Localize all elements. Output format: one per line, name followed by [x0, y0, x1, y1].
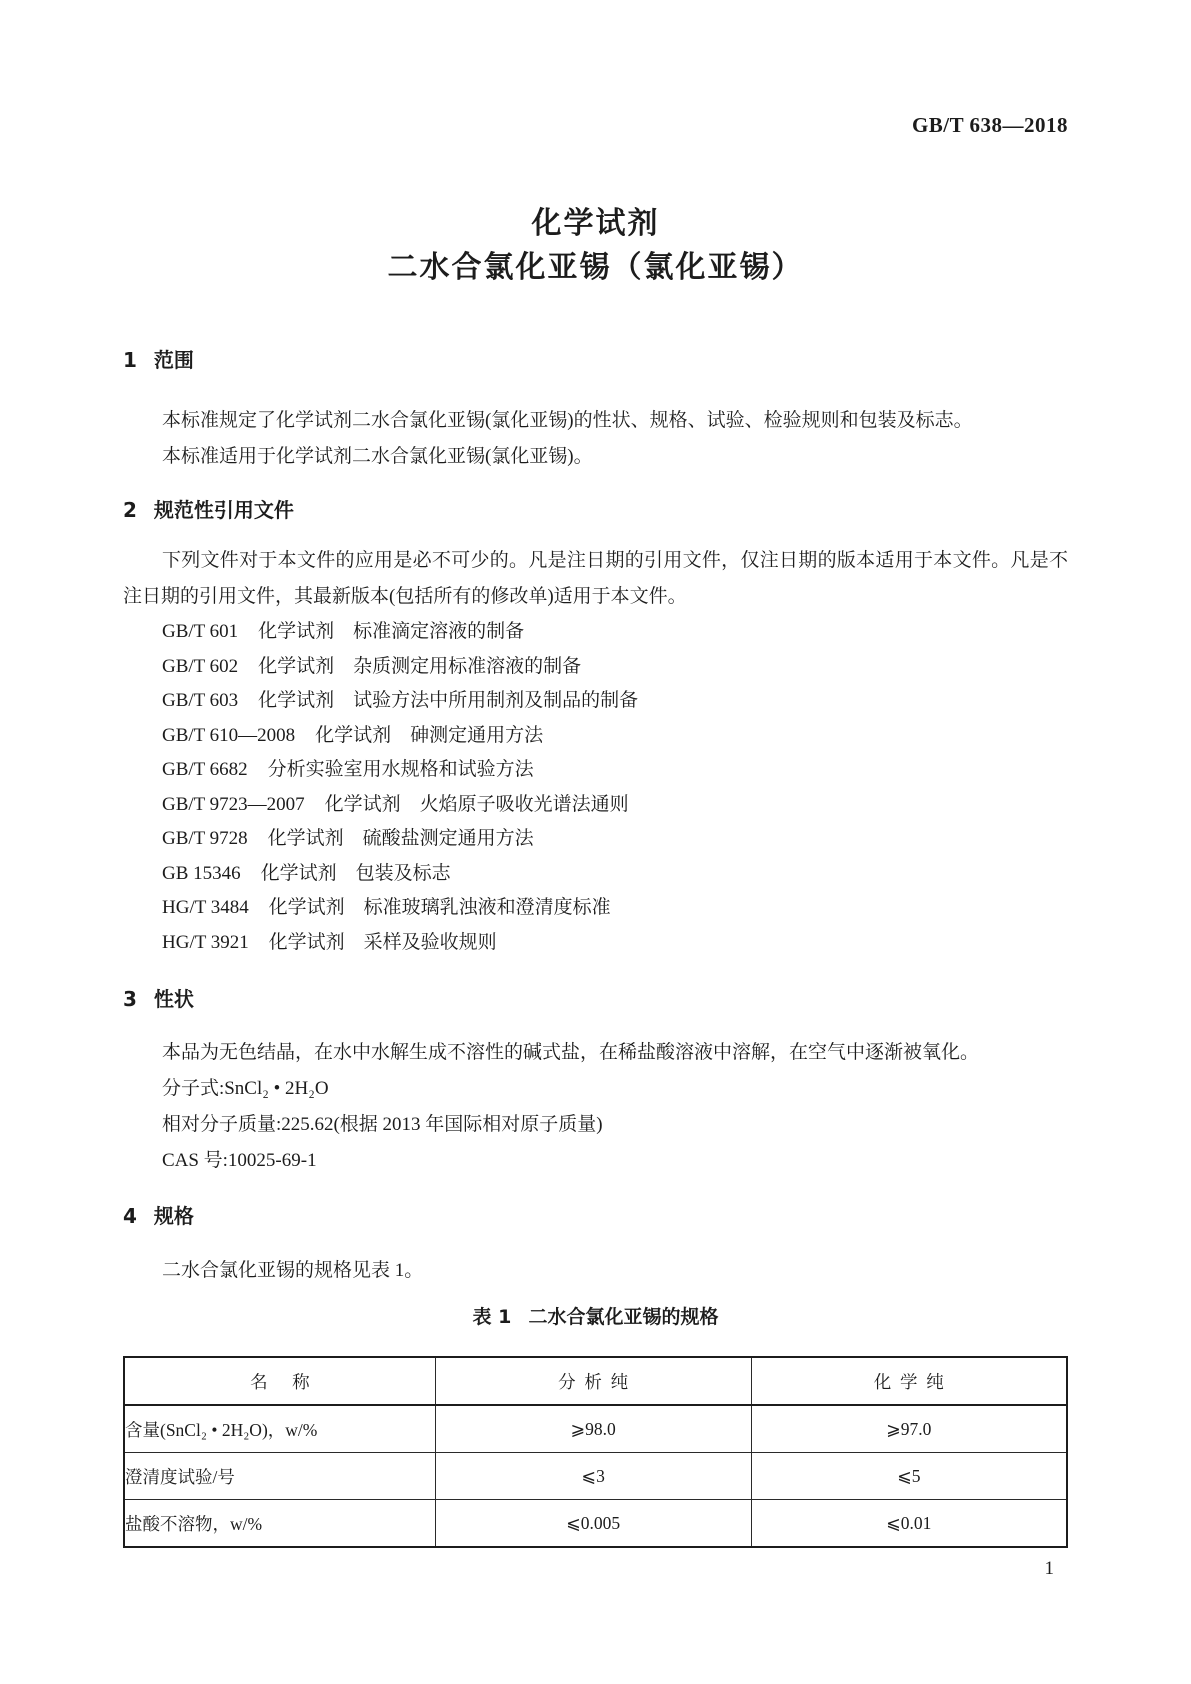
table-1-label: 表 1 [472, 1306, 512, 1328]
scope-paragraph-1: 本标准规定了化学试剂二水合氯化亚锡(氯化亚锡)的性状、规格、试验、检验规则和包装及标志。 [161, 410, 973, 431]
reference-code: GB/T 9723—2007 [162, 793, 305, 815]
section-heading-normative-references [123, 497, 1068, 523]
document-title-line-2: 二水合氯化亚锡（氯化亚锡） [387, 250, 804, 285]
reference-title: 化学试剂 标准玻璃乳浊液和澄清度标准 [268, 897, 611, 918]
reference-item [162, 650, 1068, 685]
section-number: 4 [123, 1204, 137, 1228]
header-cell-analytical-grade: 分析纯 [435, 1357, 751, 1405]
table-row-hcl-insolubles [124, 1500, 1067, 1548]
reference-title: 化学试剂 火焰原子吸收光谱法通则 [324, 793, 629, 815]
section-title: 范围 [153, 348, 194, 372]
reference-title: 化学试剂 标准滴定溶液的制备 [258, 621, 525, 642]
specifications-intro: 二水合氯化亚锡的规格见表 1。 [161, 1260, 424, 1281]
reference-item [162, 719, 1068, 754]
reference-item [162, 788, 1068, 823]
reference-title: 化学试剂 砷测定通用方法 [315, 724, 544, 746]
standard-number: GB/T 638—2018 [911, 113, 1068, 137]
section-title: 规格 [153, 1204, 194, 1228]
reference-code: GB/T 9728 [162, 828, 248, 849]
section-number: 1 [123, 348, 137, 372]
section-number: 3 [123, 987, 137, 1011]
table-1-title: 二水合氯化亚锡的规格 [528, 1306, 719, 1328]
section-heading-specifications [123, 1203, 1068, 1229]
reference-item [162, 753, 1068, 788]
reference-list [123, 615, 1068, 960]
table-header-row [124, 1357, 1067, 1405]
reference-title: 化学试剂 杂质测定用标准溶液的制备 [258, 655, 582, 677]
document-title [123, 202, 1068, 290]
molecular-formula: 分子式:SnCl₂ • 2H₂O [161, 1078, 329, 1099]
spec-value-cell: ⩽5 [751, 1453, 1067, 1500]
spec-value-cell: ⩽0.005 [435, 1500, 751, 1548]
section-number: 2 [123, 498, 137, 522]
table-row-clarity [124, 1453, 1067, 1500]
reference-code: HG/T 3484 [162, 897, 249, 918]
reference-title: 化学试剂 采样及验收规则 [268, 931, 497, 953]
spec-name-cell: 盐酸不溶物，w/% [124, 1500, 435, 1548]
section-heading-scope [123, 347, 1068, 373]
spec-value-cell: ⩾98.0 [435, 1405, 751, 1453]
cas-number: CAS 号:10025-69-1 [161, 1150, 317, 1171]
scope-paragraph-2: 本标准适用于化学试剂二水合氯化亚锡(氯化亚锡)。 [161, 446, 593, 467]
table-row-assay [124, 1405, 1067, 1453]
reference-item [162, 926, 1068, 961]
spec-name-cell: 含量(SnCl₂ • 2H₂O)，w/% [124, 1405, 435, 1453]
relative-molecular-mass: 相对分子质量:225.62(根据 2013 年国际相对原子质量) [161, 1114, 603, 1135]
reference-code: GB/T 603 [162, 690, 239, 711]
spec-value-cell: ⩽3 [435, 1453, 751, 1500]
reference-title: 分析实验室用水规格和试验方法 [267, 759, 534, 780]
reference-code: HG/T 3921 [162, 931, 249, 953]
reference-item [162, 615, 1068, 650]
references-intro-paragraph: 下列文件对于本文件的应用是必不可少的。凡是注日期的引用文件，仅注日期的版本适用于本文件。凡是不注日期的引用文件，其最新版本(包括所有的修改单)适用于本文件。 [123, 550, 1068, 607]
reference-item [162, 857, 1068, 892]
reference-item [162, 684, 1068, 719]
reference-title: 化学试剂 包装及标志 [260, 862, 451, 884]
reference-code: GB/T 6682 [162, 759, 248, 780]
specification-table [123, 1356, 1068, 1548]
reference-code: GB/T 610—2008 [162, 724, 296, 746]
spec-name-cell: 澄清度试验/号 [124, 1453, 435, 1500]
reference-title: 化学试剂 硫酸盐测定通用方法 [267, 828, 534, 849]
page-number: 1 [1044, 1558, 1054, 1579]
table-1-caption [123, 1304, 1068, 1330]
section-title: 性状 [153, 987, 194, 1011]
reference-code: GB 15346 [162, 862, 241, 884]
spec-value-cell: ⩽0.01 [751, 1500, 1067, 1548]
header-cell-name: 名称 [124, 1357, 435, 1405]
properties-description: 本品为无色结晶，在水中水解生成不溶性的碱式盐，在稀盐酸溶液中溶解，在空气中逐渐被氧化。 [161, 1042, 979, 1063]
reference-title: 化学试剂 试验方法中所用制剂及制品的制备 [258, 690, 639, 711]
section-heading-properties [123, 986, 1068, 1012]
spec-value-cell: ⩾97.0 [751, 1405, 1067, 1453]
header-cell-chemical-grade: 化学纯 [751, 1357, 1067, 1405]
reference-code: GB/T 601 [162, 621, 239, 642]
document-title-line-1: 化学试剂 [531, 206, 660, 241]
section-title: 规范性引用文件 [153, 498, 294, 522]
reference-code: GB/T 602 [162, 655, 239, 677]
reference-item [162, 822, 1068, 857]
reference-item [162, 891, 1068, 926]
